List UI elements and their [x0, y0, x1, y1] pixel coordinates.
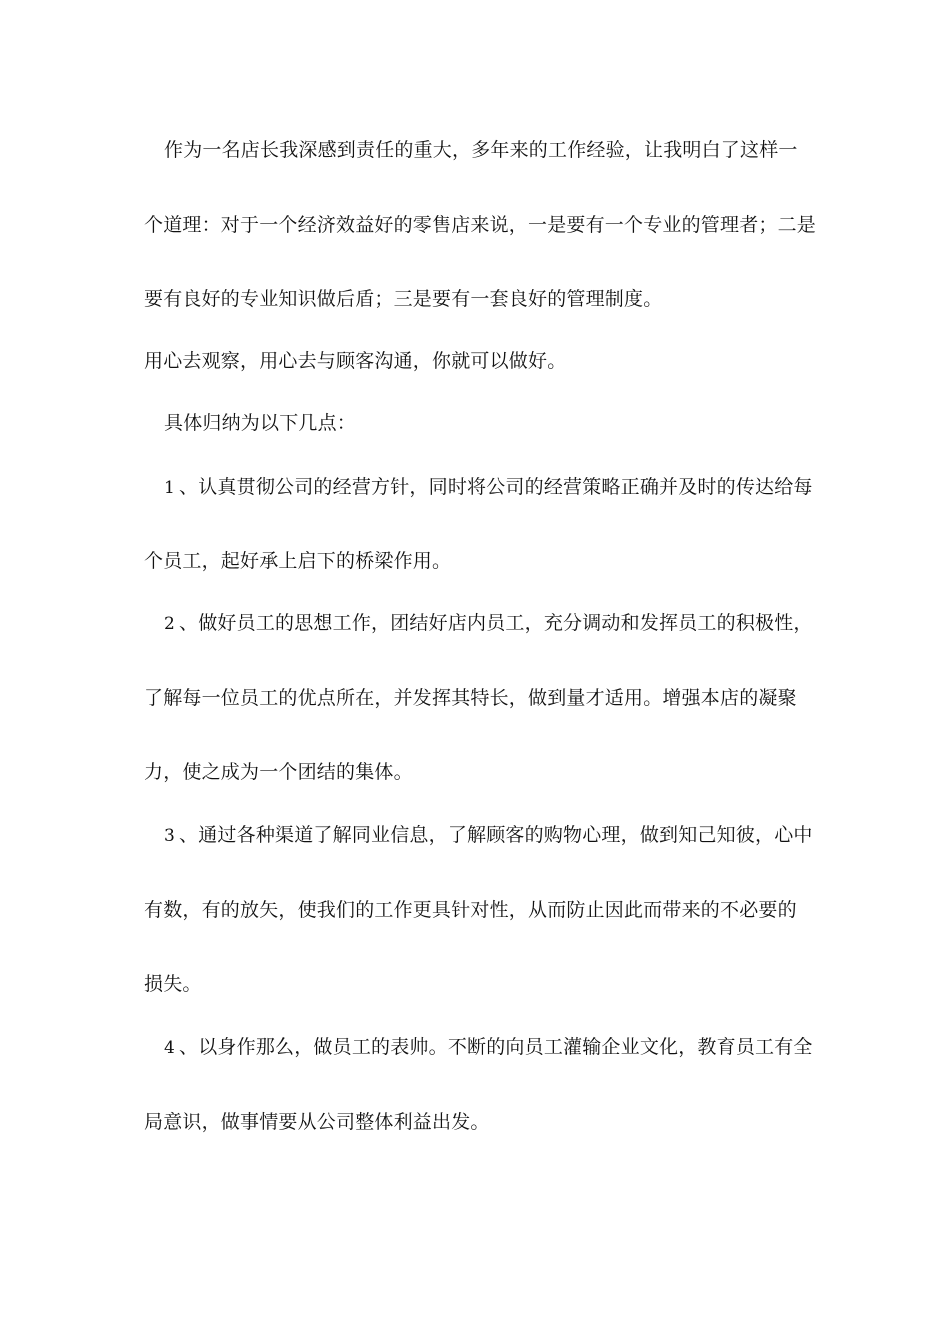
- observe-line: 用心去观察，用心去与顾客沟通，你就可以做好。: [144, 350, 567, 372]
- point-3-line-3: 损失。: [144, 973, 202, 995]
- point-2-line-2: 了解每一位员工的优点所在，并发挥其特长，做到量才适用。增强本店的凝聚: [144, 687, 797, 709]
- point-2-line-1: [164, 610, 834, 637]
- summary-line: 具体归纳为以下几点：: [164, 412, 357, 434]
- point-1-line-2: 个员工，起好承上启下的桥梁作用。: [144, 550, 452, 572]
- point-3-text: 、通过各种渠道了解同业信息，了解顾客的购物心理，做到知己知彼，心中: [179, 824, 813, 846]
- point-3-line-1: [164, 822, 834, 849]
- point-2-line-3: 力，使之成为一个团结的集体。: [144, 761, 413, 783]
- intro-line-1: 作为一名店长我深感到责任的重大，多年来的工作经验，让我明白了这样一: [164, 139, 798, 161]
- point-3-number: 3: [164, 826, 176, 846]
- intro-line-3: 要有良好的专业知识做后盾；三是要有一套良好的管理制度。: [144, 288, 663, 310]
- point-1-line-1: [164, 474, 834, 501]
- point-1-text: 、认真贯彻公司的经营方针，同时将公司的经营策略正确并及时的传达给每: [179, 476, 813, 498]
- point-2-number: 2: [164, 614, 176, 634]
- point-4-number: 4: [164, 1038, 176, 1058]
- intro-line-2: 个道理：对于一个经济效益好的零售店来说，一是要有一个专业的管理者；二是: [144, 214, 817, 236]
- point-4-text: 、以身作那么，做员工的表帅。不断的向员工灌输企业文化，教育员工有全: [179, 1036, 813, 1058]
- point-2-text: 、做好员工的思想工作，团结好店内员工，充分调动和发挥员工的积极性，: [179, 612, 813, 634]
- point-1-number: 1: [164, 478, 176, 498]
- point-4-line-1: [164, 1034, 834, 1061]
- point-4-line-2: 局意识，做事情要从公司整体利益出发。: [144, 1111, 490, 1133]
- point-3-line-2: 有数，有的放矢，使我们的工作更具针对性，从而防止因此而带来的不必要的: [144, 899, 797, 921]
